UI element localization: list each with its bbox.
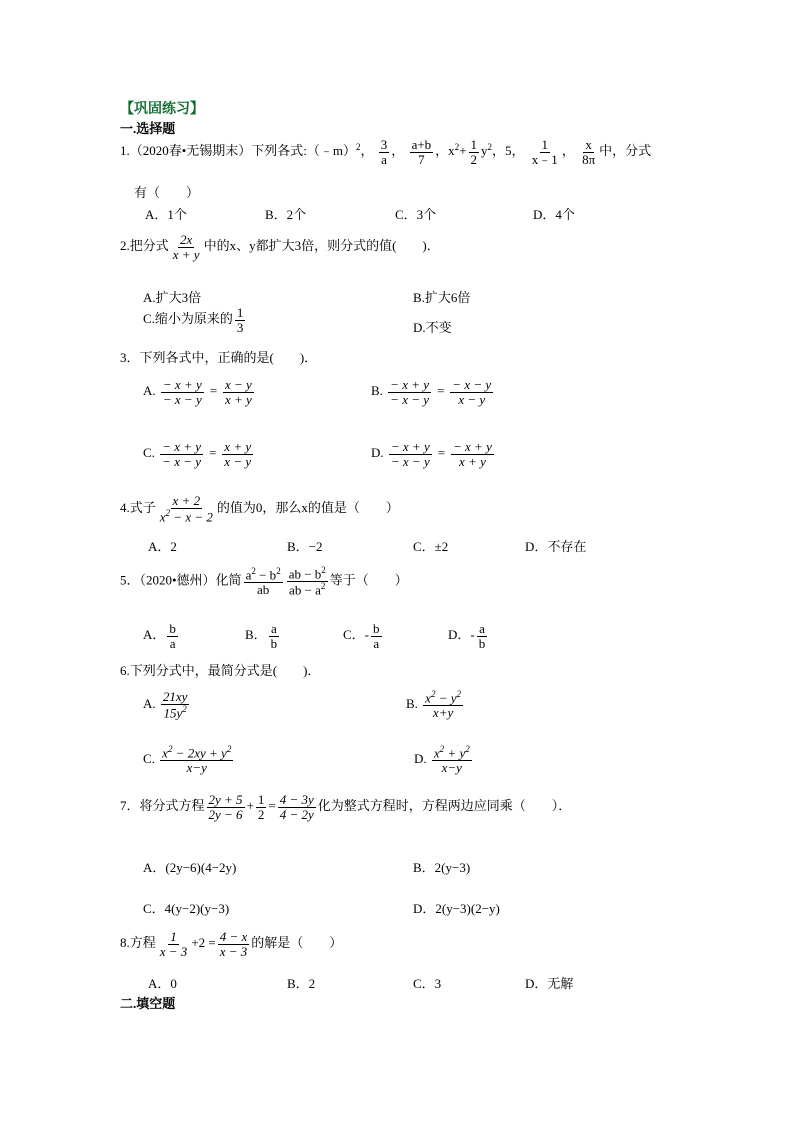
q8-option-b: B．2 bbox=[287, 976, 316, 991]
q7-option-a: A．(2y−6)(4−2y) bbox=[143, 860, 237, 875]
q4-option-c: C．±2 bbox=[413, 539, 449, 554]
q5-option-c: C．- $\frac{b}{a}$ bbox=[343, 621, 380, 651]
q1-stem-line2: 有（ ） bbox=[134, 185, 200, 200]
q8-option-d: D．无解 bbox=[525, 976, 574, 991]
question-6: 6.下列分式中，最简分式是( )． bbox=[120, 663, 321, 678]
q1-stem-suffix: 中，分式 bbox=[599, 143, 652, 159]
q6-option-b: B. $\frac{x^2 - y^2}{x+y}$ bbox=[406, 689, 461, 720]
q2-option-d: D.不变 bbox=[413, 320, 452, 335]
q7-option-c: C．4(y−2)(y−3) bbox=[143, 901, 230, 916]
part1-title: 一.选择题 bbox=[120, 121, 176, 136]
q2-stem-suffix: 中的x、y都扩大3倍，则分式的值( )． bbox=[203, 238, 440, 254]
q1-option-a: A．1个 bbox=[145, 207, 187, 222]
q3-option-d: D. $\frac{- x + y}{- x - y}$ = $\frac{- x + y}{x + y}$ bbox=[371, 439, 492, 469]
q2-option-a: A.扩大3倍 bbox=[143, 290, 202, 305]
q1-option-b: B．2个 bbox=[265, 207, 307, 222]
q3-option-a: A. $\frac{- x + y}{- x - y}$ = $\frac{x - y}{x + y}$ bbox=[143, 377, 252, 407]
q1-option-c: C．3个 bbox=[395, 207, 437, 222]
q2-stem-prefix: 2.把分式 bbox=[120, 238, 169, 254]
question-4: 4.式子 $\frac{x + 2}{x^2 - x - 2}$ 的值为0，那么x的值是（ ） bbox=[120, 493, 399, 524]
section-title: 【巩固练习】 bbox=[120, 102, 204, 117]
q3-option-b: B. $\frac{- x + y}{- x - y}$ = $\frac{- x - y}{x - y}$ bbox=[371, 377, 492, 407]
question-3: 3．下列各式中，正确的是( )． bbox=[120, 350, 318, 365]
q4-option-b: B．−2 bbox=[287, 539, 323, 554]
q5-option-b: B． $\frac{a}{b}$ bbox=[245, 621, 278, 651]
q5-option-d: D．- $\frac{a}{b}$ bbox=[448, 621, 486, 651]
q3-option-c: C. $\frac{- x + y}{- x - y}$ = $\frac{x + y}{x - y}$ bbox=[143, 439, 252, 469]
q1-stem-prefix: 1.（2020春•无锡期末）下列各式:（﹣m） bbox=[120, 143, 357, 159]
q5-option-a: A． $\frac{b}{a}$ bbox=[143, 621, 176, 651]
q6-option-d: D. $\frac{x^2 + y^2}{x-y}$ bbox=[414, 744, 470, 775]
question-2: 2.把分式 $\frac{2x}{x + y}$ 中的x、y都扩大3倍，则分式的值( )． bbox=[120, 232, 440, 262]
q4-option-a: A．2 bbox=[148, 539, 177, 554]
q7-option-b: B．2(y−3) bbox=[413, 860, 471, 875]
q6-option-c: C. $\frac{x^2 - 2xy + y^2}{x-y}$ bbox=[143, 744, 232, 775]
q4-option-d: D．不存在 bbox=[525, 539, 587, 554]
q2-option-b: B.扩大6倍 bbox=[413, 290, 471, 305]
q8-option-c: C．3 bbox=[413, 976, 442, 991]
q6-option-a: A. $\frac{21xy}{15y^2}$ bbox=[143, 689, 188, 720]
q8-option-a: A．0 bbox=[148, 976, 177, 991]
question-5: 5．（2020•德州）化简 $\frac{a^2 - b^2}{ab}$ $\frac{ab - b^2}{ab - a^2}$ 等于（ ） bbox=[120, 565, 408, 598]
q1-option-d: D．4个 bbox=[533, 207, 575, 222]
q7-option-d: D．2(y−3)(2−y) bbox=[413, 901, 500, 916]
question-7: 7．将分式方程 $\frac{2y + 5}{2y - 6}$ + $\frac{1}{2}$ = $\frac{4 - 3y}{4 - 2y}$ 化为整式方程时，方程两边应同乘（ ）． bbox=[120, 792, 572, 822]
question-1: 1.（2020春•无锡期末）下列各式:（﹣m）$^2$， $\frac{3}{a}$ ， $\frac{a+b}{7}$ ，$x^2+$ $\frac{1}{2}$ $y^2$，5， $\frac{1}{x﹣1}$ ， $\frac{x}{8\pi}$ 中，分式 bbox=[120, 137, 652, 167]
question-8: 8.方程 $\frac{1}{x - 3}$ +2 = $\frac{4 - x}{x - 3}$ 的解是（ ） bbox=[120, 929, 343, 959]
part2-title: 二.填空题 bbox=[120, 996, 176, 1011]
q2-option-c: C.缩小为原来的 $\frac{1}{3}$ bbox=[143, 305, 244, 335]
